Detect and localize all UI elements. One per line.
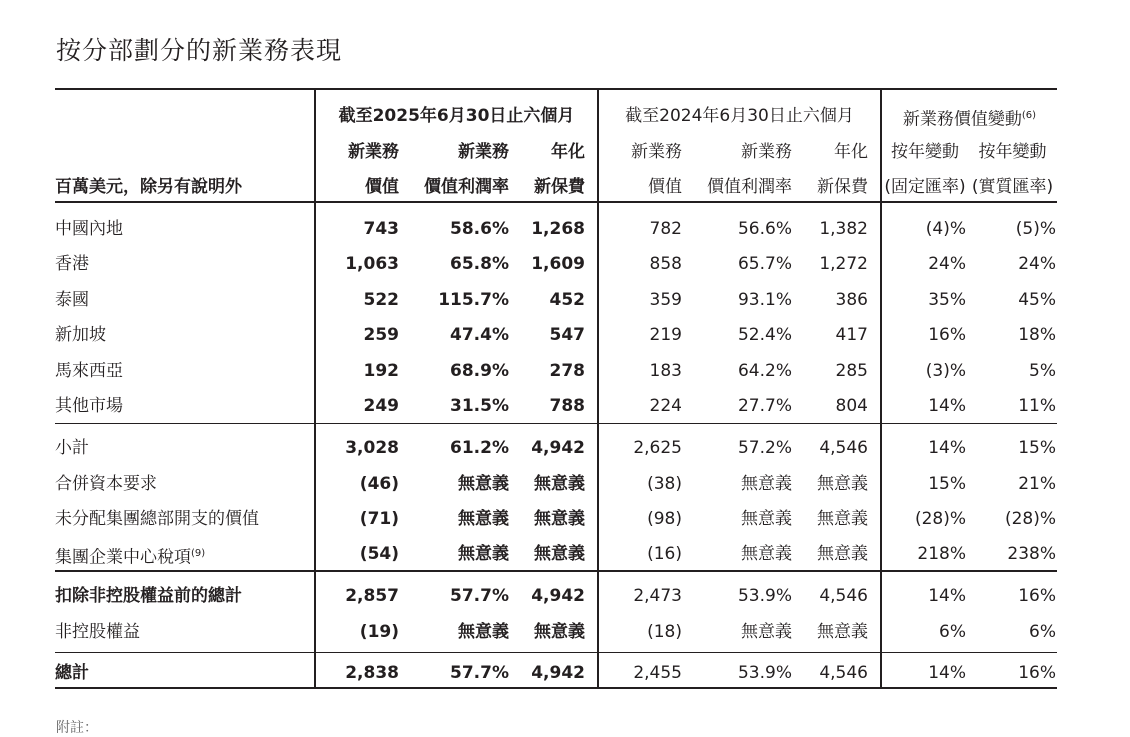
table-cell-a24: 無意義 xyxy=(817,622,868,642)
table-cell-a25: 無意義 xyxy=(534,544,585,564)
table-cell-a25: 278 xyxy=(549,361,585,381)
table-cell-a24: 無意義 xyxy=(817,474,868,494)
table-cell-a25: 1,268 xyxy=(531,219,585,239)
row-label-text: 扣除非控股權益前的總計 xyxy=(55,586,242,606)
table-cell-m25: 無意義 xyxy=(458,509,509,529)
row-label-text: 合併資本要求 xyxy=(55,474,157,494)
table-cell-a25: 4,942 xyxy=(531,663,585,683)
pre-nci-total-rule xyxy=(55,570,1057,572)
row-label-text: 小計 xyxy=(55,438,89,458)
row-label-text: 中國內地 xyxy=(55,219,123,239)
row-label xyxy=(55,621,140,643)
table-cell-v24: (98) xyxy=(647,509,682,529)
table-cell-v24: 782 xyxy=(649,219,682,239)
table-cell-cr: (28)% xyxy=(1004,509,1056,529)
nbv-change-label: 新業務價值變動 xyxy=(902,109,1022,130)
table-cell-cf: 24% xyxy=(928,254,966,274)
row-label-text: 非控股權益 xyxy=(55,622,140,642)
table-bottom-rule xyxy=(55,687,1057,689)
col-margin-2024-line1: 新業務 xyxy=(741,142,792,162)
table-cell-a24: 無意義 xyxy=(817,509,868,529)
table-cell-a25: 452 xyxy=(549,290,585,310)
row-label xyxy=(55,473,157,495)
table-cell-v25: (54) xyxy=(359,544,399,564)
table-cell-cr: 21% xyxy=(1018,474,1056,494)
col-margin-2025-line2: 價值利潤率 xyxy=(424,177,509,197)
table-cell-v24: 183 xyxy=(649,361,682,381)
table-cell-a24: 無意義 xyxy=(817,544,868,564)
row-label xyxy=(55,437,89,459)
table-cell-a25: 無意義 xyxy=(534,622,585,642)
table-cell-cf: 16% xyxy=(928,325,966,345)
table-cell-a24: 4,546 xyxy=(819,586,868,606)
table-cell-v24: 2,455 xyxy=(633,663,682,683)
footnote-label: 附註： xyxy=(56,720,98,736)
table-cell-a24: 386 xyxy=(835,290,868,310)
table-cell-a25: 4,942 xyxy=(531,586,585,606)
table-cell-a24: 285 xyxy=(835,361,868,381)
table-cell-a25: 無意義 xyxy=(534,509,585,529)
table-cell-cf: (28)% xyxy=(914,509,966,529)
row-label-text: 總計 xyxy=(55,663,89,683)
table-cell-a24: 4,546 xyxy=(819,438,868,458)
table-cell-m25: 57.7% xyxy=(450,663,509,683)
table-cell-v25: 2,838 xyxy=(345,663,399,683)
nbv-change-header xyxy=(882,105,1057,131)
table-cell-cr: 238% xyxy=(1007,544,1056,564)
table-cell-m24: 53.9% xyxy=(737,663,792,683)
table-cell-v25: 3,028 xyxy=(345,438,399,458)
table-cell-a24: 4,546 xyxy=(819,663,868,683)
table-cell-cr: 5% xyxy=(1029,361,1056,381)
table-cell-m24: 無意義 xyxy=(741,622,792,642)
table-cell-v25: 522 xyxy=(363,290,399,310)
table-cell-a25: 788 xyxy=(549,396,585,416)
col-yoy-real-line1: 按年變動 xyxy=(978,142,1047,162)
row-label xyxy=(55,253,89,275)
table-cell-v24: 219 xyxy=(649,325,682,345)
row-label xyxy=(55,508,259,530)
table-cell-m24: 65.7% xyxy=(737,254,792,274)
table-cell-m25: 115.7% xyxy=(438,290,509,310)
table-cell-v24: 224 xyxy=(649,396,682,416)
table-cell-v24: (18) xyxy=(647,622,682,642)
table-cell-a25: 1,609 xyxy=(531,254,585,274)
table-cell-cf: 35% xyxy=(928,290,966,310)
table-cell-cf: (3)% xyxy=(925,361,966,381)
header-bottom-rule xyxy=(55,201,1057,203)
unit-label: 百萬美元，除另有說明外 xyxy=(55,177,242,197)
table-cell-v24: (38) xyxy=(647,474,682,494)
table-cell-cf: 15% xyxy=(928,474,966,494)
column-divider-2025 xyxy=(314,88,316,689)
table-cell-cr: 16% xyxy=(1018,586,1056,606)
table-cell-m25: 31.5% xyxy=(450,396,509,416)
subtotal-rule xyxy=(55,423,1057,424)
table-cell-v25: 2,857 xyxy=(345,586,399,606)
table-cell-a24: 1,272 xyxy=(819,254,868,274)
table-top-rule xyxy=(55,88,1057,90)
table-cell-m24: 27.7% xyxy=(737,396,792,416)
table-cell-cr: 45% xyxy=(1018,290,1056,310)
col-ape-2025-line2: 新保費 xyxy=(534,177,585,197)
table-cell-m25: 65.8% xyxy=(450,254,509,274)
column-divider-2024 xyxy=(597,88,599,689)
table-cell-cr: 15% xyxy=(1018,438,1056,458)
table-cell-a24: 1,382 xyxy=(819,219,868,239)
table-cell-a25: 4,942 xyxy=(531,438,585,458)
nbv-change-footnote-ref: (6) xyxy=(1021,110,1037,121)
table-cell-v25: 249 xyxy=(363,396,399,416)
col-margin-2024-line2: 價值利潤率 xyxy=(707,177,792,197)
col-margin-2025-line1: 新業務 xyxy=(458,142,509,162)
row-label-text: 馬來西亞 xyxy=(55,361,123,381)
col-yoy-fixed-line1: 按年變動 xyxy=(891,142,959,162)
table-cell-m24: 57.2% xyxy=(737,438,792,458)
table-cell-cf: 14% xyxy=(928,438,966,458)
table-cell-m25: 無意義 xyxy=(458,474,509,494)
table-cell-cr: 18% xyxy=(1018,325,1056,345)
row-label xyxy=(55,395,123,417)
row-label-text: 泰國 xyxy=(55,290,89,310)
col-nbv-2024-line1: 新業務 xyxy=(631,142,682,162)
table-cell-m25: 47.4% xyxy=(450,325,509,345)
table-cell-v24: 858 xyxy=(649,254,682,274)
col-yoy-real-line2: (實質匯率) xyxy=(971,177,1054,197)
row-label-text: 未分配集團總部開支的價值 xyxy=(55,509,259,529)
table-cell-m24: 93.1% xyxy=(737,290,792,310)
row-label xyxy=(55,289,89,311)
table-cell-a25: 無意義 xyxy=(534,474,585,494)
table-cell-v24: 2,625 xyxy=(633,438,682,458)
total-rule xyxy=(55,652,1057,653)
row-label xyxy=(55,324,106,346)
table-cell-v25: 743 xyxy=(363,219,399,239)
period-2024-header: 截至2024年6月30日止六個月 xyxy=(625,106,854,126)
table-cell-cf: 218% xyxy=(917,544,966,564)
table-cell-cr: 16% xyxy=(1018,663,1056,683)
row-footnote-ref: (9) xyxy=(191,548,206,559)
col-yoy-fixed-line2: (固定匯率) xyxy=(884,177,966,197)
table-cell-m25: 無意義 xyxy=(458,544,509,564)
table-cell-m24: 無意義 xyxy=(741,544,792,564)
col-nbv-2024-line2: 價值 xyxy=(648,177,682,197)
table-cell-cf: 14% xyxy=(928,586,966,606)
table-cell-m25: 61.2% xyxy=(450,438,509,458)
table-cell-cr: (5)% xyxy=(1015,219,1056,239)
col-ape-2024-line2: 新保費 xyxy=(817,177,868,197)
table-cell-v25: (46) xyxy=(359,474,399,494)
row-label xyxy=(55,543,205,569)
table-cell-a24: 417 xyxy=(835,325,868,345)
col-ape-2025-line1: 年化 xyxy=(551,142,585,162)
table-cell-m24: 56.6% xyxy=(737,219,792,239)
row-label xyxy=(55,218,123,240)
period-2025-header: 截至2025年6月30日止六個月 xyxy=(338,106,575,126)
table-cell-m24: 64.2% xyxy=(737,361,792,381)
row-label xyxy=(55,585,242,607)
row-label-text: 新加坡 xyxy=(55,325,106,345)
row-label xyxy=(55,662,89,684)
col-nbv-2025-line1: 新業務 xyxy=(348,142,399,162)
table-cell-m25: 57.7% xyxy=(450,586,509,606)
table-cell-v25: (71) xyxy=(359,509,399,529)
table-cell-cf: 14% xyxy=(928,396,966,416)
table-cell-v25: 192 xyxy=(363,361,399,381)
row-label xyxy=(55,360,123,382)
page-title: 按分部劃分的新業務表現 xyxy=(56,36,343,65)
table-cell-m24: 52.4% xyxy=(737,325,792,345)
col-ape-2024-line1: 年化 xyxy=(834,142,868,162)
table-cell-v24: 2,473 xyxy=(633,586,682,606)
table-cell-cf: 14% xyxy=(928,663,966,683)
row-label-text: 香港 xyxy=(55,254,89,274)
table-cell-m25: 58.6% xyxy=(450,219,509,239)
table-cell-m25: 無意義 xyxy=(458,622,509,642)
table-cell-v24: (16) xyxy=(647,544,682,564)
table-cell-v25: (19) xyxy=(359,622,399,642)
table-cell-a24: 804 xyxy=(835,396,868,416)
table-cell-v24: 359 xyxy=(649,290,682,310)
table-cell-cr: 11% xyxy=(1018,396,1056,416)
table-cell-a25: 547 xyxy=(549,325,585,345)
table-cell-cr: 6% xyxy=(1029,622,1056,642)
row-label-text: 其他市場 xyxy=(55,396,123,416)
table-cell-cf: 6% xyxy=(939,622,966,642)
row-label-text: 集團企業中心稅項 xyxy=(55,547,191,568)
col-nbv-2025-line2: 價值 xyxy=(365,177,399,197)
table-cell-cr: 24% xyxy=(1018,254,1056,274)
table-cell-v25: 1,063 xyxy=(345,254,399,274)
table-cell-m24: 無意義 xyxy=(741,509,792,529)
table-cell-cf: (4)% xyxy=(925,219,966,239)
table-cell-m24: 無意義 xyxy=(741,474,792,494)
table-cell-m24: 53.9% xyxy=(737,586,792,606)
table-cell-m25: 68.9% xyxy=(450,361,509,381)
table-cell-v25: 259 xyxy=(363,325,399,345)
